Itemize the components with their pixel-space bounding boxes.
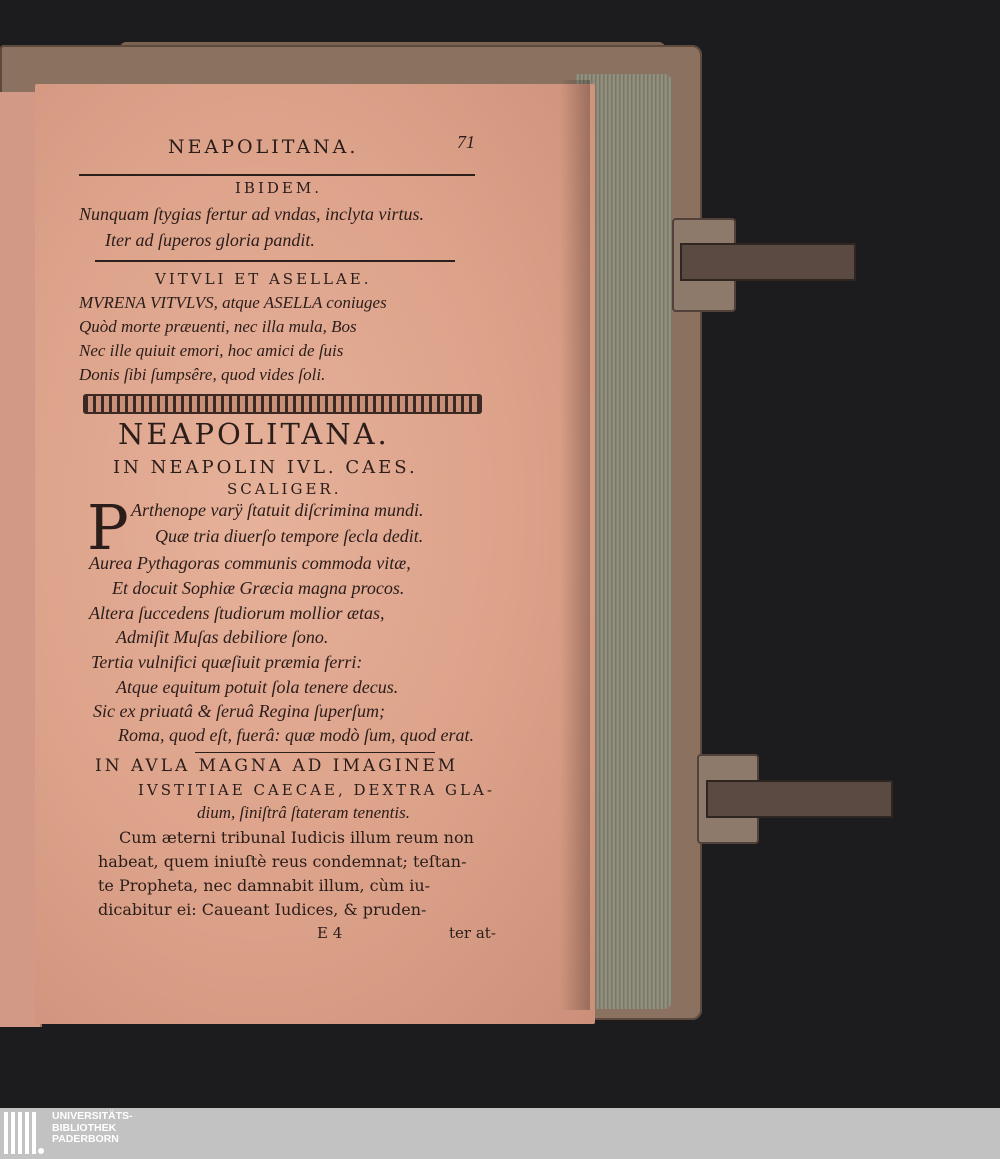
section3-title: NEAPOLITANA.: [118, 417, 390, 451]
page-content: [35, 84, 595, 1024]
prose-line-2: habeat, quem iniuſtè reus condemnat; teſtan-: [98, 852, 467, 871]
section4-title-line-3: dium, ſiniſtrâ ſtateram tenentis.: [197, 803, 410, 822]
section3-author: SCALIGER.: [227, 480, 342, 498]
logo-line-1: UNIVERSITÄTS-: [52, 1110, 133, 1122]
prose-line-1: Cum æterni tribunal Iudicis illum reum non: [119, 828, 474, 847]
section2-line-2: Quòd morte præuenti, nec illa mula, Bos: [79, 317, 357, 336]
poem-rule: [195, 752, 435, 753]
upper-clasp-strap: [680, 243, 856, 281]
running-head: NEAPOLITANA.: [168, 136, 359, 158]
section4-title-line-2: IVSTITIAE CAECAE, DEXTRA GLA-: [138, 781, 495, 799]
footer-bar: [0, 1108, 1000, 1159]
section4-title-line-1: IN AVLA MAGNA AD IMAGINEM: [95, 756, 459, 776]
poem-line-5: Altera ſuccedens ſtudiorum mollior ætas,: [89, 603, 385, 623]
section1-rule: [95, 260, 455, 262]
book-page: [35, 84, 595, 1024]
catchword: ter at-: [449, 924, 496, 942]
section2-line-3: Nec ille quiuit emori, hoc amici de ſuis: [79, 341, 344, 360]
library-logo-text: [52, 1111, 133, 1146]
poem-line-3: Aurea Pythagoras communis commoda vitæ,: [89, 553, 411, 573]
drop-capital: P: [87, 491, 129, 564]
head-rule: [79, 174, 475, 176]
section2-line-4: Donis ſibi ſumpsêre, quod vides ſoli.: [79, 365, 326, 384]
prose-line-3: te Propheta, nec damnabit illum, cùm iu-: [98, 876, 431, 895]
library-logo-icon: [4, 1112, 46, 1154]
section3-subtitle: IN NEAPOLIN IVL. CAES.: [113, 457, 418, 478]
logo-line-3: PADERBORN: [52, 1133, 119, 1145]
poem-line-10: Roma, quod eſt, fuerâ: quæ modò ſum, quod erat.: [118, 725, 474, 745]
section2-line-1: MVRENA VITVLVS, atque ASELLA coniuges: [79, 293, 387, 312]
section1-title: IBIDEM.: [235, 179, 322, 197]
poem-line-9: Sic ex priuatâ & ſeruâ Regina ſuperſum;: [93, 701, 385, 721]
poem-line-8: Atque equitum potuit ſola tenere decus.: [116, 677, 399, 697]
section1-line-1: Nunquam ſtygias fertur ad vndas, inclyta virtus.: [79, 204, 424, 224]
section2-title: VITVLI ET ASELLAE.: [155, 270, 372, 288]
section1-line-2: Iter ad ſuperos gloria pandit.: [105, 230, 315, 250]
ornamental-band: [83, 394, 482, 414]
page-number: 71: [457, 132, 475, 152]
poem-line-4: Et docuit Sophiæ Græcia magna procos.: [112, 578, 405, 598]
prose-line-4: dicabitur ei: Caueant Iudices, & pruden-: [98, 900, 427, 919]
signature-mark: E 4: [317, 924, 343, 942]
poem-line-2: Quæ tria diuerſo tempore ſecla dedit.: [155, 526, 424, 546]
spine-shadow: [560, 80, 590, 1010]
poem-line-1: Arthenope varÿ ſtatuit diſcrimina mundi.: [131, 500, 424, 520]
lower-clasp-strap: [706, 780, 893, 818]
logo-line-2: BIBLIOTHEK: [52, 1121, 117, 1134]
poem-line-7: Tertia vulnifici quæſiuit præmia ferri:: [91, 652, 363, 672]
poem-line-6: Admiſit Muſas debiliore ſono.: [116, 627, 329, 647]
